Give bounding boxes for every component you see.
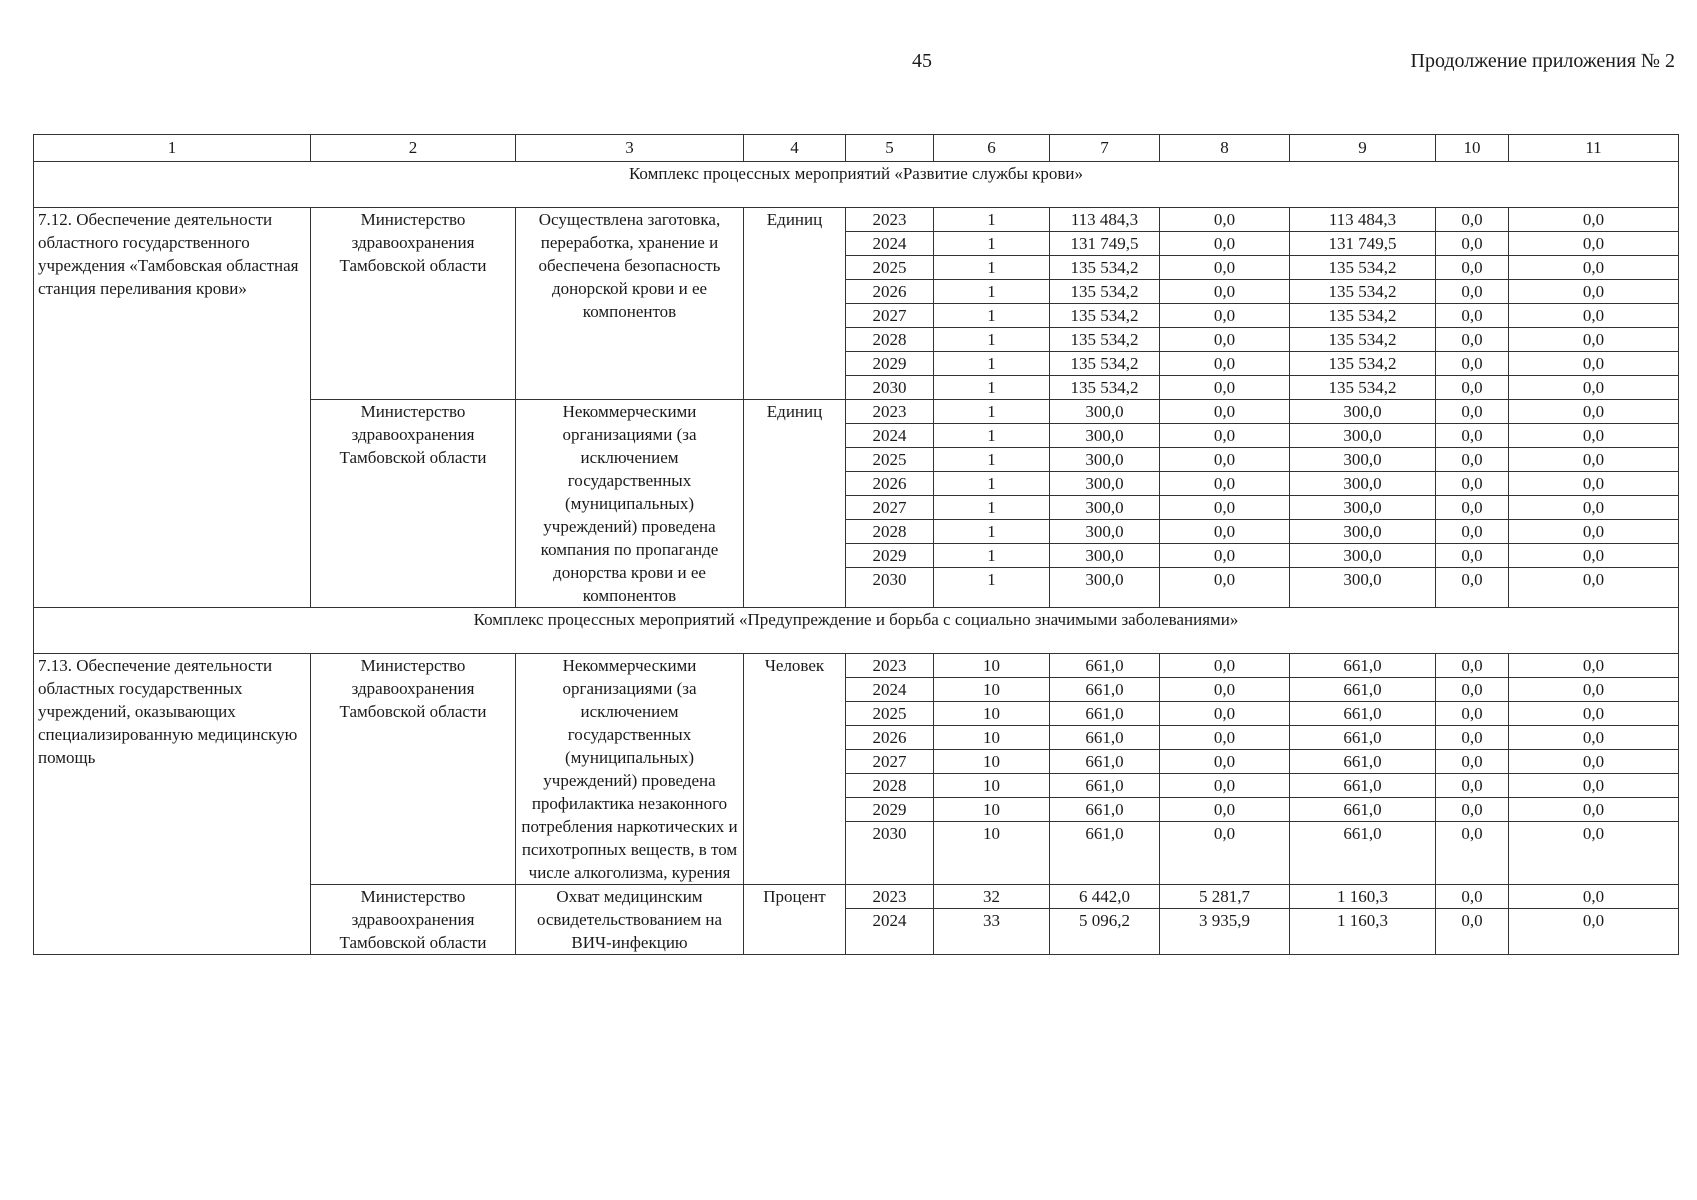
value-cell: 131 749,5 xyxy=(1290,232,1436,256)
value-cell: 2028 xyxy=(846,774,934,798)
value-cell: 1 xyxy=(934,328,1050,352)
value-cell: 0,0 xyxy=(1509,750,1679,774)
value-cell: 2024 xyxy=(846,678,934,702)
page-number: 45 xyxy=(912,50,932,72)
value-cell: 0,0 xyxy=(1160,774,1290,798)
value-cell: 2025 xyxy=(846,448,934,472)
value-cell: 1 160,3 xyxy=(1290,885,1436,909)
value-cell: 2023 xyxy=(846,400,934,424)
value-cell: 1 xyxy=(934,544,1050,568)
value-cell: 135 534,2 xyxy=(1290,328,1436,352)
value-cell: 0,0 xyxy=(1436,654,1509,678)
value-cell: 0,0 xyxy=(1509,496,1679,520)
column-number-cell: 3 xyxy=(516,135,744,162)
value-cell: 2026 xyxy=(846,726,934,750)
value-cell: 300,0 xyxy=(1050,520,1160,544)
value-cell: 0,0 xyxy=(1509,885,1679,909)
value-cell: 661,0 xyxy=(1050,654,1160,678)
value-cell: 0,0 xyxy=(1160,798,1290,822)
executor-cell: Министерство здравоохранения Тамбовской области xyxy=(311,654,516,885)
value-cell: 1 160,3 xyxy=(1290,909,1436,955)
value-cell: 135 534,2 xyxy=(1050,352,1160,376)
value-cell: 0,0 xyxy=(1436,208,1509,232)
value-cell: 0,0 xyxy=(1160,520,1290,544)
value-cell: 0,0 xyxy=(1436,822,1509,885)
value-cell: 661,0 xyxy=(1050,678,1160,702)
value-cell: 0,0 xyxy=(1160,400,1290,424)
value-cell: 0,0 xyxy=(1436,909,1509,955)
measure-item: 7.13. Обеспечение деятельности областных государственных учреждений, оказывающих специализированную медицинскую помощь xyxy=(34,654,311,955)
value-cell: 300,0 xyxy=(1290,472,1436,496)
section-title: Комплекс процессных мероприятий «Развитие службы крови» xyxy=(34,162,1679,208)
value-cell: 0,0 xyxy=(1436,376,1509,400)
value-cell: 113 484,3 xyxy=(1050,208,1160,232)
value-cell: 10 xyxy=(934,822,1050,885)
value-cell: 2023 xyxy=(846,885,934,909)
value-cell: 661,0 xyxy=(1290,798,1436,822)
value-cell: 135 534,2 xyxy=(1290,304,1436,328)
value-cell: 1 xyxy=(934,568,1050,608)
section-title: Комплекс процессных мероприятий «Предупреждение и борьба с социально значимыми заболеваниями» xyxy=(34,608,1679,654)
value-cell: 135 534,2 xyxy=(1290,256,1436,280)
value-cell: 0,0 xyxy=(1509,520,1679,544)
value-cell: 10 xyxy=(934,654,1050,678)
value-cell: 2026 xyxy=(846,280,934,304)
value-cell: 300,0 xyxy=(1290,448,1436,472)
value-cell: 661,0 xyxy=(1050,822,1160,885)
value-cell: 0,0 xyxy=(1509,208,1679,232)
value-cell: 2026 xyxy=(846,472,934,496)
value-cell: 2030 xyxy=(846,376,934,400)
value-cell: 2028 xyxy=(846,328,934,352)
value-cell: 661,0 xyxy=(1050,702,1160,726)
value-cell: 0,0 xyxy=(1436,352,1509,376)
value-cell: 0,0 xyxy=(1509,376,1679,400)
unit-cell: Единиц xyxy=(744,400,846,608)
value-cell: 1 xyxy=(934,256,1050,280)
value-cell: 2025 xyxy=(846,256,934,280)
value-cell: 300,0 xyxy=(1290,400,1436,424)
value-cell: 2028 xyxy=(846,520,934,544)
value-cell: 0,0 xyxy=(1160,448,1290,472)
value-cell: 135 534,2 xyxy=(1290,376,1436,400)
value-cell: 0,0 xyxy=(1509,798,1679,822)
value-cell: 661,0 xyxy=(1290,750,1436,774)
value-cell: 2024 xyxy=(846,909,934,955)
value-cell: 1 xyxy=(934,352,1050,376)
value-cell: 0,0 xyxy=(1436,304,1509,328)
value-cell: 2027 xyxy=(846,304,934,328)
value-cell: 10 xyxy=(934,798,1050,822)
value-cell: 135 534,2 xyxy=(1050,280,1160,304)
column-number-cell: 11 xyxy=(1509,135,1679,162)
value-cell: 661,0 xyxy=(1050,726,1160,750)
value-cell: 2029 xyxy=(846,352,934,376)
column-number-row xyxy=(34,135,1679,162)
value-cell: 0,0 xyxy=(1436,256,1509,280)
value-cell: 0,0 xyxy=(1509,702,1679,726)
value-cell: 0,0 xyxy=(1509,328,1679,352)
value-cell: 300,0 xyxy=(1050,544,1160,568)
value-cell: 0,0 xyxy=(1436,798,1509,822)
value-cell: 300,0 xyxy=(1290,496,1436,520)
value-cell: 0,0 xyxy=(1160,726,1290,750)
value-cell: 0,0 xyxy=(1436,750,1509,774)
result-cell: Осуществлена заготовка, переработка, хранение и обеспечена безопасность донорской крови и ее компонентов xyxy=(516,208,744,400)
value-cell: 0,0 xyxy=(1509,256,1679,280)
value-cell: 0,0 xyxy=(1160,352,1290,376)
value-cell: 300,0 xyxy=(1290,568,1436,608)
value-cell: 0,0 xyxy=(1436,328,1509,352)
value-cell: 300,0 xyxy=(1290,424,1436,448)
value-cell: 1 xyxy=(934,520,1050,544)
value-cell: 0,0 xyxy=(1509,654,1679,678)
value-cell: 0,0 xyxy=(1436,678,1509,702)
value-cell: 135 534,2 xyxy=(1050,256,1160,280)
value-cell: 0,0 xyxy=(1436,885,1509,909)
value-cell: 1 xyxy=(934,376,1050,400)
value-cell: 0,0 xyxy=(1160,750,1290,774)
value-cell: 0,0 xyxy=(1160,256,1290,280)
value-cell: 0,0 xyxy=(1160,304,1290,328)
value-cell: 0,0 xyxy=(1509,232,1679,256)
value-cell: 0,0 xyxy=(1509,544,1679,568)
value-cell: 0,0 xyxy=(1436,424,1509,448)
value-cell: 0,0 xyxy=(1160,654,1290,678)
column-number-cell: 8 xyxy=(1160,135,1290,162)
value-cell: 661,0 xyxy=(1290,774,1436,798)
value-cell: 0,0 xyxy=(1160,544,1290,568)
value-cell: 661,0 xyxy=(1050,750,1160,774)
value-cell: 0,0 xyxy=(1160,376,1290,400)
executor-cell: Министерство здравоохранения Тамбовской области xyxy=(311,885,516,955)
column-number-cell: 9 xyxy=(1290,135,1436,162)
value-cell: 10 xyxy=(934,750,1050,774)
column-number-cell: 5 xyxy=(846,135,934,162)
value-cell: 300,0 xyxy=(1050,472,1160,496)
value-cell: 0,0 xyxy=(1509,822,1679,885)
value-cell: 0,0 xyxy=(1436,520,1509,544)
value-cell: 0,0 xyxy=(1509,678,1679,702)
value-cell: 5 281,7 xyxy=(1160,885,1290,909)
value-cell: 661,0 xyxy=(1290,822,1436,885)
value-cell: 10 xyxy=(934,726,1050,750)
value-cell: 0,0 xyxy=(1509,774,1679,798)
value-cell: 0,0 xyxy=(1436,568,1509,608)
value-cell: 0,0 xyxy=(1160,208,1290,232)
value-cell: 3 935,9 xyxy=(1160,909,1290,955)
value-cell: 0,0 xyxy=(1436,702,1509,726)
value-cell: 0,0 xyxy=(1160,328,1290,352)
value-cell: 300,0 xyxy=(1050,424,1160,448)
executor-cell: Министерство здравоохранения Тамбовской области xyxy=(311,400,516,608)
value-cell: 661,0 xyxy=(1290,726,1436,750)
value-cell: 0,0 xyxy=(1160,232,1290,256)
value-cell: 0,0 xyxy=(1509,352,1679,376)
value-cell: 0,0 xyxy=(1436,726,1509,750)
value-cell: 32 xyxy=(934,885,1050,909)
value-cell: 0,0 xyxy=(1160,496,1290,520)
table-row xyxy=(34,654,1679,678)
value-cell: 661,0 xyxy=(1050,798,1160,822)
value-cell: 113 484,3 xyxy=(1290,208,1436,232)
value-cell: 135 534,2 xyxy=(1050,304,1160,328)
value-cell: 2030 xyxy=(846,822,934,885)
value-cell: 300,0 xyxy=(1050,496,1160,520)
value-cell: 2025 xyxy=(846,702,934,726)
value-cell: 0,0 xyxy=(1436,544,1509,568)
column-number-cell: 6 xyxy=(934,135,1050,162)
value-cell: 0,0 xyxy=(1160,280,1290,304)
value-cell: 135 534,2 xyxy=(1050,328,1160,352)
value-cell: 661,0 xyxy=(1290,702,1436,726)
value-cell: 0,0 xyxy=(1160,568,1290,608)
value-cell: 5 096,2 xyxy=(1050,909,1160,955)
value-cell: 0,0 xyxy=(1509,448,1679,472)
column-number-cell: 10 xyxy=(1436,135,1509,162)
value-cell: 300,0 xyxy=(1290,520,1436,544)
value-cell: 1 xyxy=(934,472,1050,496)
value-cell: 300,0 xyxy=(1050,568,1160,608)
value-cell: 2023 xyxy=(846,654,934,678)
value-cell: 661,0 xyxy=(1050,774,1160,798)
value-cell: 661,0 xyxy=(1290,654,1436,678)
value-cell: 1 xyxy=(934,232,1050,256)
unit-cell: Единиц xyxy=(744,208,846,400)
value-cell: 0,0 xyxy=(1509,909,1679,955)
result-cell: Некоммерческими организациями (за исключением государственных (муниципальных) учреждений) проведена компания по пропаганде донорства крови и ее компонентов xyxy=(516,400,744,608)
column-number-cell: 1 xyxy=(34,135,311,162)
value-cell: 10 xyxy=(934,678,1050,702)
section-title-row xyxy=(34,162,1679,208)
value-cell: 2024 xyxy=(846,424,934,448)
value-cell: 2027 xyxy=(846,496,934,520)
value-cell: 2029 xyxy=(846,798,934,822)
value-cell: 0,0 xyxy=(1160,472,1290,496)
value-cell: 0,0 xyxy=(1509,568,1679,608)
value-cell: 33 xyxy=(934,909,1050,955)
result-cell: Некоммерческими организациями (за исключением государственных (муниципальных) учреждений) проведена профилактика незаконного потребления наркотических и психотропных веществ, в том числе алкоголизма, курения xyxy=(516,654,744,885)
value-cell: 135 534,2 xyxy=(1290,280,1436,304)
value-cell: 0,0 xyxy=(1509,304,1679,328)
value-cell: 300,0 xyxy=(1050,400,1160,424)
value-cell: 0,0 xyxy=(1509,726,1679,750)
value-cell: 0,0 xyxy=(1509,472,1679,496)
value-cell: 1 xyxy=(934,280,1050,304)
value-cell: 2024 xyxy=(846,232,934,256)
value-cell: 1 xyxy=(934,496,1050,520)
value-cell: 2023 xyxy=(846,208,934,232)
measures-table xyxy=(33,134,1679,955)
value-cell: 0,0 xyxy=(1509,280,1679,304)
value-cell: 10 xyxy=(934,774,1050,798)
value-cell: 2029 xyxy=(846,544,934,568)
value-cell: 300,0 xyxy=(1290,544,1436,568)
value-cell: 10 xyxy=(934,702,1050,726)
result-cell: Охват медицинским освидетельствованием на ВИЧ-инфекцию xyxy=(516,885,744,955)
value-cell: 1 xyxy=(934,304,1050,328)
value-cell: 0,0 xyxy=(1160,678,1290,702)
value-cell: 661,0 xyxy=(1290,678,1436,702)
column-number-cell: 2 xyxy=(311,135,516,162)
measure-item: 7.12. Обеспечение деятельности областного государственного учреждения «Тамбовская областная станция переливания крови» xyxy=(34,208,311,608)
value-cell: 0,0 xyxy=(1436,448,1509,472)
value-cell: 6 442,0 xyxy=(1050,885,1160,909)
value-cell: 0,0 xyxy=(1436,280,1509,304)
value-cell: 1 xyxy=(934,424,1050,448)
value-cell: 0,0 xyxy=(1436,774,1509,798)
value-cell: 0,0 xyxy=(1160,702,1290,726)
value-cell: 1 xyxy=(934,208,1050,232)
value-cell: 0,0 xyxy=(1436,400,1509,424)
value-cell: 2027 xyxy=(846,750,934,774)
value-cell: 135 534,2 xyxy=(1290,352,1436,376)
value-cell: 0,0 xyxy=(1436,472,1509,496)
value-cell: 0,0 xyxy=(1436,496,1509,520)
value-cell: 0,0 xyxy=(1436,232,1509,256)
value-cell: 131 749,5 xyxy=(1050,232,1160,256)
section-title-row xyxy=(34,608,1679,654)
column-number-cell: 7 xyxy=(1050,135,1160,162)
executor-cell: Министерство здравоохранения Тамбовской области xyxy=(311,208,516,400)
value-cell: 135 534,2 xyxy=(1050,376,1160,400)
value-cell: 300,0 xyxy=(1050,448,1160,472)
value-cell: 0,0 xyxy=(1160,822,1290,885)
column-number-cell: 4 xyxy=(744,135,846,162)
value-cell: 1 xyxy=(934,400,1050,424)
appendix-continuation-label: Продолжение приложения № 2 xyxy=(1410,50,1675,72)
value-cell: 1 xyxy=(934,448,1050,472)
value-cell: 0,0 xyxy=(1509,400,1679,424)
unit-cell: Человек xyxy=(744,654,846,885)
value-cell: 0,0 xyxy=(1160,424,1290,448)
value-cell: 2030 xyxy=(846,568,934,608)
unit-cell: Процент xyxy=(744,885,846,955)
table-row xyxy=(34,208,1679,232)
value-cell: 0,0 xyxy=(1509,424,1679,448)
